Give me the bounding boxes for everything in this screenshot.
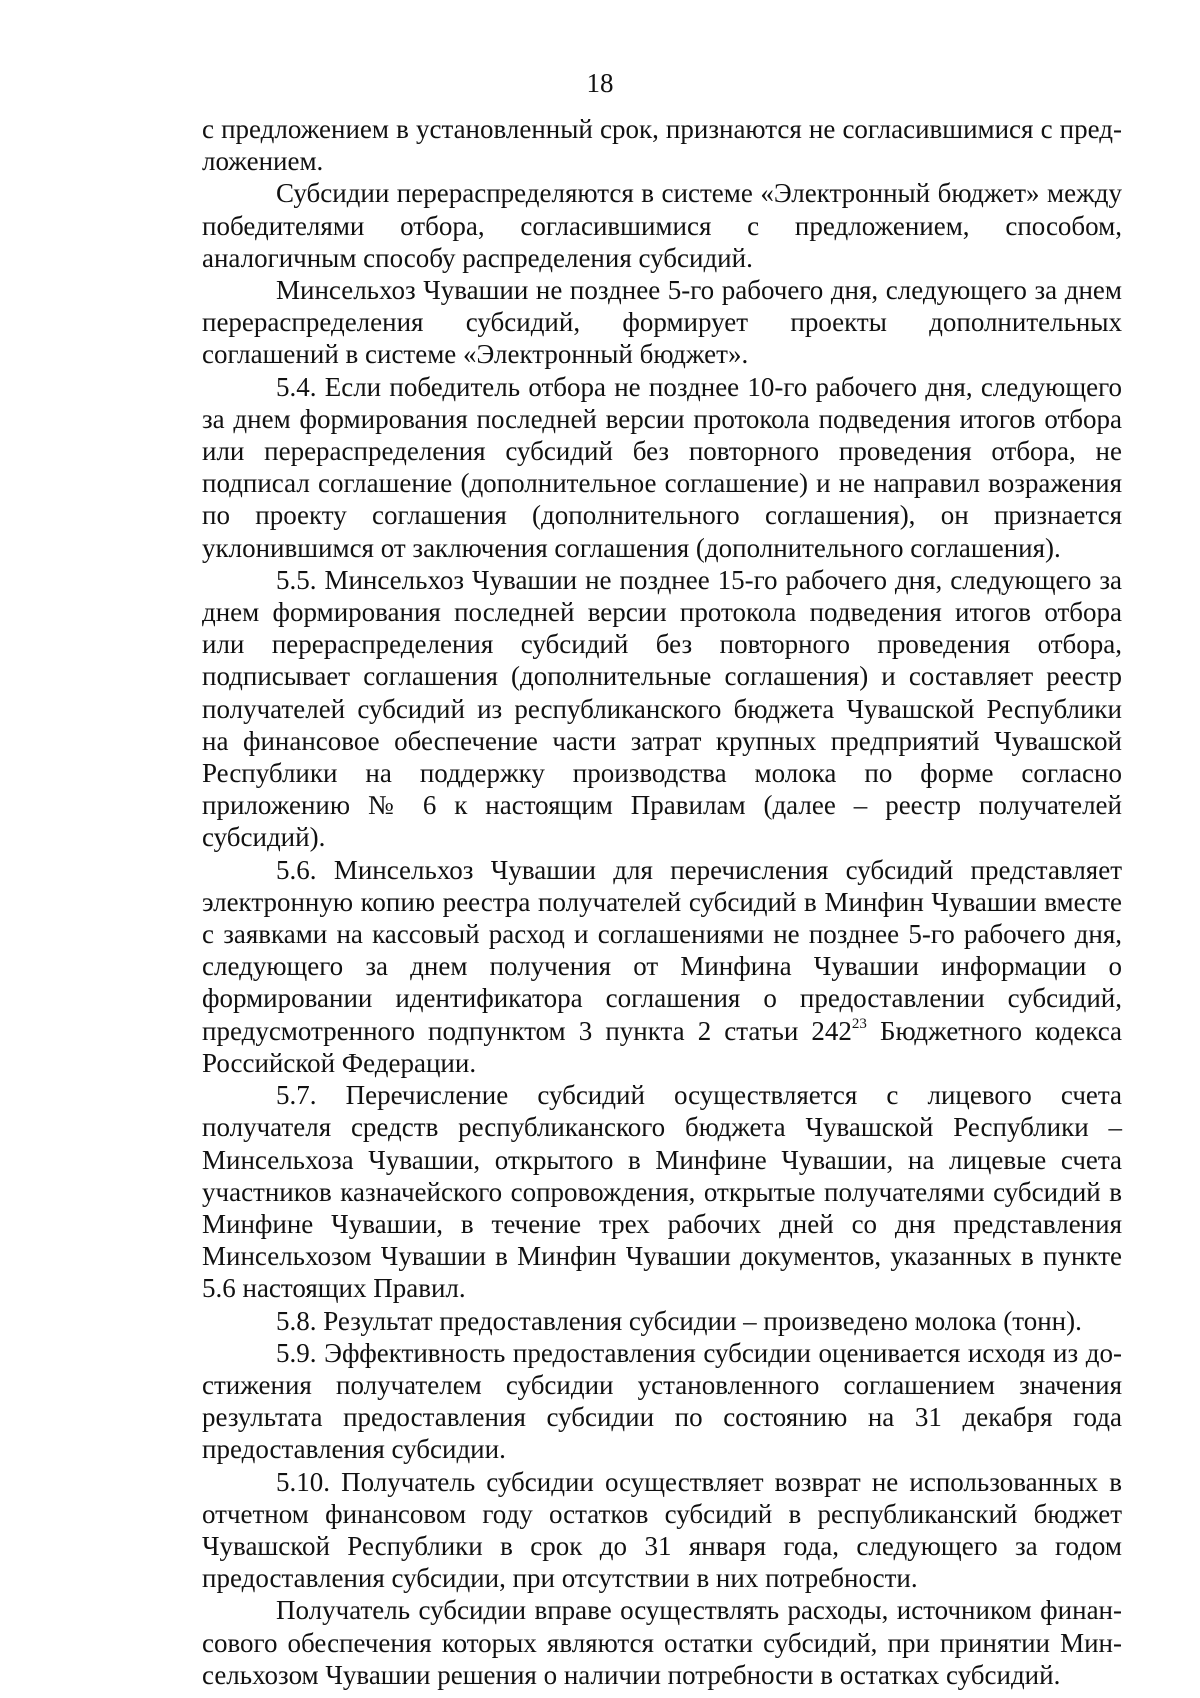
- paragraph-5-6-text: 5.6. Минсельхоз Чувашии для перечисления субсидий представляет электронную копию реестра получателей субсидий в Минфин Чувашии вместе с заявками на кассовый расход и соглашениями не позднее 5-го рабочего дня, следующего за днем получения от Минфина Чувашии информации о формировании идентификатора соглашения о предоставлении субсидий, предусмотренного подпунктом 3 пункта 2 статьи 242: [202, 854, 1122, 1046]
- document-body: [202, 113, 1122, 1691]
- paragraph-remaining-subsidies: Получатель субсидии вправе осуществлять расходы, источником финансового обеспечения которых являются остатки субсидий, при принятии Минсельхозом Чувашии решения о наличии потребности в остатках субсидий.: [202, 1595, 1122, 1690]
- paragraph-5-10: 5.10. Получатель субсидии осуществляет возврат не использованных в отчетном финансовом году остатков субсидий в республиканский бюджет Чувашской Республики в срок до 31 января года, следующего за годом предоставления субсидии, при отсутствии в них потребности.: [202, 1466, 1122, 1594]
- paragraph-5-6-text-end: Бюджетного кодекса Российской Федерации.: [202, 1015, 1122, 1078]
- paragraph-5-8: 5.8. Результат предоставления субсидии – произведено молока (тонн).: [276, 1305, 1082, 1336]
- paragraph-5-9: 5.9. Эффективность предоставления субсидии оценивается исходя из достижения получателем субсидии установленного соглашением значения результата предоставления субсидии по состоянию на 31 декабря года предоставления субсидии.: [202, 1337, 1122, 1465]
- paragraph-5-4: 5.4. Если победитель отбора не позднее 10-го рабочего дня, следующего за днем формирования последней версии протокола подведения итогов отбора или перераспределения субсидий без повторного проведения отбора, не подписал соглашение (дополнительное соглашение) и не направил возражения по проекту соглашения (дополнительного соглашения), он признается уклонившимся от заключения соглашения (дополнительного соглашения).: [202, 371, 1122, 563]
- paragraph-5-7: 5.7. Перечисление субсидий осуществляется с лицевого счета получателя средств республиканского бюджета Чувашской Республики – Минсельхоза Чувашии, открытого в Минфине Чувашии, на лицевые счета участников казначейского сопровождения, открытые получателями субсидий в Минфине Чувашии, в течение трех рабочих дней со дня представления Минсельхозом Чувашии в Минфин Чувашии документов, указанных в пункте 5.6 настоящих Правил.: [202, 1080, 1122, 1304]
- page-number: 18: [586, 68, 614, 98]
- paragraph-subsidy-redistribution: Субсидии перераспределяются в системе «Электронный бюджет» между победителями отбора, согласившимися с предложением, способом, аналогичным способу распределения субсидий.: [202, 178, 1122, 273]
- paragraph-5-5: 5.5. Минсельхоз Чувашии не позднее 15-го рабочего дня, следующего за днем формирования последней версии протокола подведения итогов отбора или перераспределения субсидий без повторного проведения отбора, подписывает соглашения (дополнительные соглашения) и составляет реестр получателей субсидий из республиканского бюджета Чувашской Республики на финансовое обеспечение части затрат крупных предприятий Чувашской Республики на поддержку производства молока по форме согласно приложению № 6 к настоящим Правилам (далее – реестр получателей субсидий).: [202, 564, 1122, 853]
- paragraph-additional-agreements: Минсельхоз Чувашии не позднее 5-го рабочего дня, следующего за днем перераспределения субсидий, формирует проекты дополнительных соглашений в системе «Электронный бюджет».: [202, 275, 1122, 370]
- paragraph-continuation: с предложением в установленный срок, признаются не согласившимися с предложением.: [202, 114, 1122, 177]
- paragraph-5-6: [202, 854, 1122, 1079]
- article-superscript: 23: [851, 1015, 867, 1032]
